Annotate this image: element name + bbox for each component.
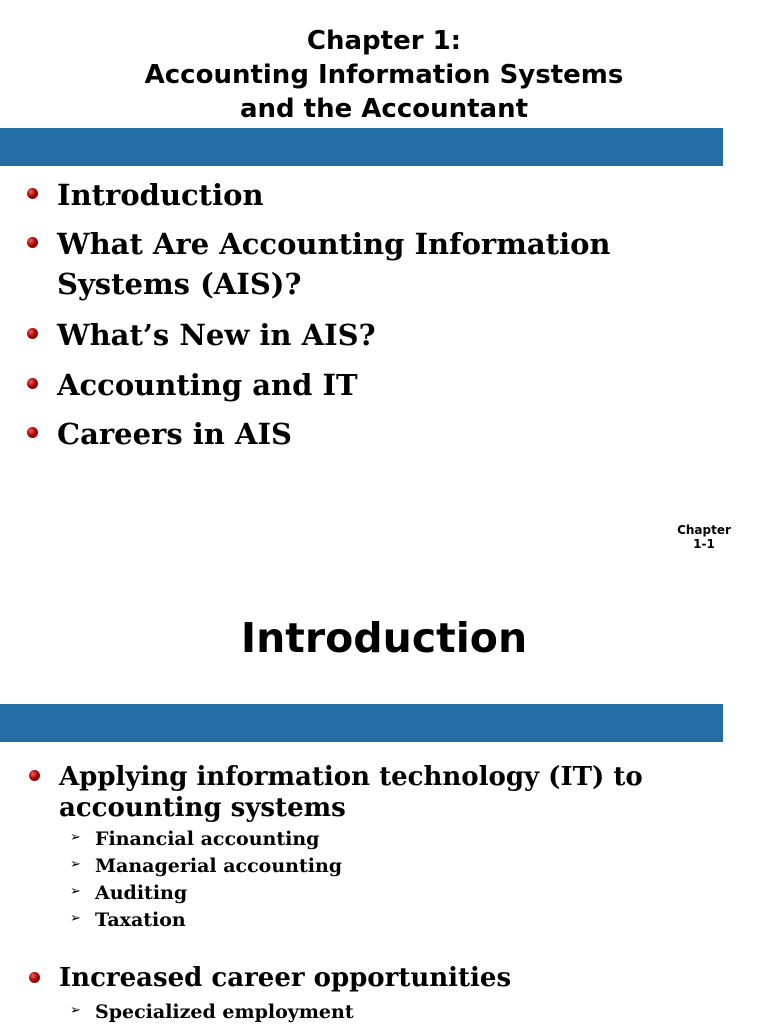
arrowhead-bullet-icon: ➢: [70, 857, 81, 872]
red-sphere-bullet-icon: [29, 972, 40, 983]
slide-introduction: [0, 512, 768, 1024]
arrowhead-bullet-icon: ➢: [70, 884, 81, 899]
slide-title: [0, 24, 768, 126]
header-bar: [0, 704, 723, 742]
red-sphere-bullet-icon: [27, 427, 38, 438]
slide-title: Introduction: [240, 614, 528, 662]
sub-bullet-item: Auditing: [95, 882, 188, 904]
bullet-item: Accounting and IT: [57, 368, 358, 402]
header-bar: [0, 128, 723, 166]
page-label-line: 1-1: [693, 537, 715, 551]
red-sphere-bullet-icon: [27, 188, 38, 199]
bullet-item: Introduction: [57, 178, 264, 212]
sub-bullet-item: Financial accounting: [95, 828, 320, 850]
bullet-item: What’s New in AIS?: [57, 318, 376, 352]
red-sphere-bullet-icon: [27, 237, 38, 248]
title-line: Accounting Information Systems: [144, 60, 624, 90]
red-sphere-bullet-icon: [27, 378, 38, 389]
page-label-line: Chapter: [677, 523, 731, 537]
sub-bullet-item: Taxation: [95, 909, 186, 931]
arrowhead-bullet-icon: ➢: [70, 911, 81, 926]
bullet-item: Applying information technology (IT) to accounting systems: [59, 762, 643, 823]
arrowhead-bullet-icon: ➢: [70, 1003, 81, 1018]
bullet-item: Increased career opportunities: [59, 963, 512, 993]
arrowhead-bullet-icon: ➢: [70, 830, 81, 845]
sub-bullet-item: Specialized employment: [95, 1001, 354, 1023]
bullet-item: What Are Accounting Information Systems (AIS)?: [57, 227, 611, 301]
red-sphere-bullet-icon: [27, 328, 38, 339]
sub-bullet-item: Managerial accounting: [95, 855, 343, 877]
title-line: Chapter 1:: [306, 26, 462, 56]
red-sphere-bullet-icon: [29, 770, 40, 781]
title-line: and the Accountant: [239, 94, 529, 124]
bullet-item: Careers in AIS: [57, 417, 292, 451]
